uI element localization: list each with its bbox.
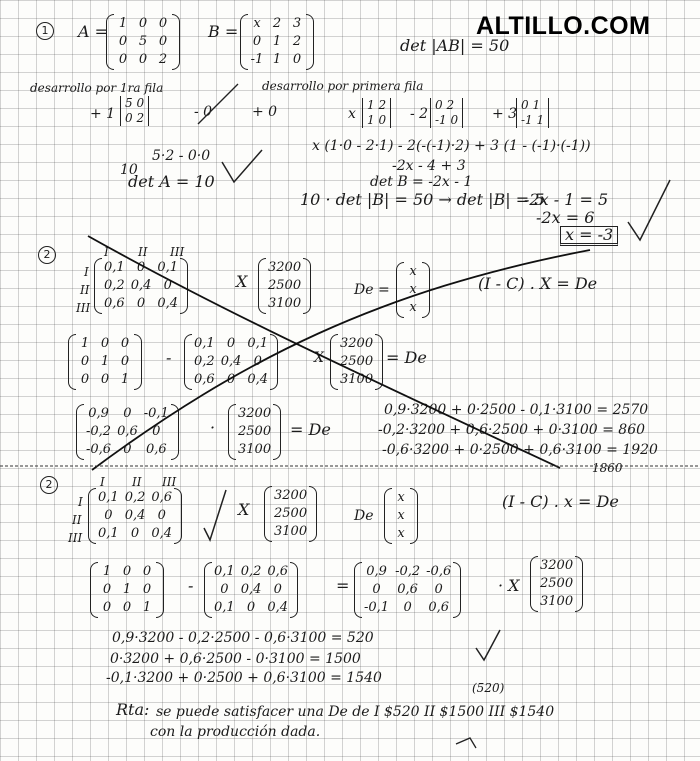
row-header-1b: I xyxy=(78,495,83,509)
matrix-cell: x xyxy=(409,300,417,315)
matrix-cell: 3200 xyxy=(274,488,308,503)
matrix-cell: 0 xyxy=(123,406,132,421)
matrix-cell: 2500 xyxy=(268,278,302,293)
minor-b-plus3: + 3 xyxy=(492,106,518,122)
identity-matrix-b xyxy=(90,562,164,618)
matrix-cell: 0,4 xyxy=(247,372,269,387)
exercise-2a-number: 2 xyxy=(38,246,56,264)
matrix-cell: 0 xyxy=(123,442,132,457)
vector-x-repeat-b xyxy=(530,556,583,612)
matrix-cell: -0,6 xyxy=(426,564,452,579)
matrix-c-repeat-b xyxy=(204,562,298,618)
matrix-cell: 0,6 xyxy=(194,372,215,387)
det-ab-label: det |AB| = 50 xyxy=(400,36,510,55)
matrix-cell: 0 xyxy=(273,582,282,597)
matrix-cell: 0,1 xyxy=(98,490,119,505)
matrix-cell: -0,6 xyxy=(86,442,112,457)
matrix-cell: 0,1 xyxy=(214,564,235,579)
matrix-cell: 0,4 xyxy=(267,600,289,615)
matrix-cell: 0 xyxy=(292,52,302,67)
matrix-cell: 0 xyxy=(100,336,110,351)
minor-b-minus2: - 2 xyxy=(410,106,429,122)
matrix-cell: 0 xyxy=(226,372,236,387)
matrix-cell: 0 xyxy=(372,582,381,597)
matrix-cell: 0,4 xyxy=(124,508,146,523)
matrix-cell: 0,6 xyxy=(104,296,125,311)
equals-symbol-b: = xyxy=(336,576,350,595)
matrix-cell: 0 xyxy=(158,16,168,31)
det-a-calc: 5·2 - 0·0 xyxy=(152,148,211,164)
matrix-cell: 0 xyxy=(80,354,90,369)
matrix-cell: 0,6 xyxy=(397,582,418,597)
equation-step-1: -2x - 1 = 5 xyxy=(524,190,609,209)
matrix-b-label: B = xyxy=(208,22,239,41)
matrix-cell: 0 xyxy=(252,34,262,49)
matrix-cell: 3200 xyxy=(238,406,272,421)
minor-row: 0 2 xyxy=(435,98,455,112)
matrix-cell: 1 xyxy=(120,372,130,387)
de-label: De = xyxy=(354,282,390,298)
identity-matrix xyxy=(68,334,142,390)
matrix-cell: 0 xyxy=(120,336,130,351)
matrix-cell: 2 xyxy=(292,34,302,49)
minor-row: 1 2 xyxy=(367,98,387,112)
matrix-cell: 0,9 xyxy=(366,564,387,579)
col-header-1b: I xyxy=(100,475,105,489)
minor-b1 xyxy=(362,98,391,128)
matrix-cell: 0,4 xyxy=(151,526,173,541)
matrix-a-label: A = xyxy=(78,22,109,41)
vector-de-b xyxy=(384,488,418,544)
row-header-1: I xyxy=(84,265,89,279)
matrix-cell: 0,2 xyxy=(124,490,146,505)
matrix-cell: 3 xyxy=(292,16,302,31)
matrix-cell: -0,2 xyxy=(395,564,421,579)
matrix-cell: 0 xyxy=(136,260,146,275)
matrix-cell: 0 xyxy=(104,508,113,523)
matrix-cell: 0 xyxy=(138,16,148,31)
minor-row: 1 0 xyxy=(367,113,387,127)
matrix-cell: 0 xyxy=(138,52,148,67)
matrix-cell: 3100 xyxy=(340,372,374,387)
answer-text: se puede satisfacer una De de I $520 II $1500 III $1540 xyxy=(156,704,555,720)
matrix-cell: 0,9 xyxy=(88,406,109,421)
matrix-cell: 0 xyxy=(158,34,168,49)
row-header-3: III xyxy=(76,301,91,315)
minus-zero: - 0 xyxy=(194,104,213,120)
minor-b-x: x xyxy=(348,106,356,122)
vector-x-repeat xyxy=(330,334,383,390)
matrix-cell: 0 xyxy=(80,372,90,387)
times-symbol: X xyxy=(236,272,248,291)
calc-row-3-correction: 1860 xyxy=(592,461,623,475)
minor-b2 xyxy=(430,98,463,128)
matrix-cell: 3100 xyxy=(274,524,308,539)
development-note-right: desarrollo por primera fila xyxy=(262,79,424,93)
de-label-b: De xyxy=(354,508,374,524)
minus-symbol: - xyxy=(166,348,172,367)
exercise-2b-number: 2 xyxy=(40,476,58,494)
matrix-cell: -1 xyxy=(250,52,264,67)
cofactor-left: + 1 xyxy=(90,106,116,122)
row-header-2: II xyxy=(80,283,90,297)
matrix-cell: 0,2 xyxy=(104,278,125,293)
matrix-cell: 1 xyxy=(118,16,128,31)
matrix-cell: 3200 xyxy=(340,336,374,351)
matrix-cell: 0 xyxy=(118,34,128,49)
col-header-3: III xyxy=(170,245,185,259)
matrix-cell: 0 xyxy=(102,582,112,597)
det-b-simplified: -2x - 4 + 3 xyxy=(392,158,466,174)
matrix-cell: 0 xyxy=(130,526,140,541)
equals-de-2: = De xyxy=(290,420,331,439)
matrix-cell: 0 xyxy=(434,582,443,597)
matrix-cell: 0,1 xyxy=(98,526,119,541)
row-header-2b: II xyxy=(72,513,82,527)
det-a-calc-result: 10 xyxy=(120,162,138,178)
site-watermark: ALTILLO.COM xyxy=(476,12,651,40)
matrix-cell: 0,2 xyxy=(240,564,262,579)
matrix-cell: 0,1 xyxy=(157,260,179,275)
matrix-cell: 2500 xyxy=(274,506,308,521)
matrix-cell: 0 xyxy=(152,424,161,439)
matrix-cell: 1 xyxy=(142,600,152,615)
minor-b3 xyxy=(516,98,549,128)
col-header-1: I xyxy=(104,245,109,259)
calc-row-1b: 0,9·3200 - 0,2·2500 - 0,6·3100 = 520 xyxy=(112,630,374,646)
matrix-cell: 3200 xyxy=(540,558,574,573)
matrix-cell: 0,4 xyxy=(220,354,242,369)
matrix-cell: 0,4 xyxy=(157,296,179,311)
matrix-cell: x xyxy=(397,526,405,541)
times-symbol-2: X xyxy=(314,350,324,366)
matrix-b xyxy=(240,14,314,70)
matrix-cell: 0 xyxy=(163,278,172,293)
minus-symbol-b: - xyxy=(188,576,194,595)
matrix-cell: 0 xyxy=(102,600,112,615)
matrix-cell: x xyxy=(397,508,405,523)
leontief-formula-b: (I - C) . x = De xyxy=(502,492,619,511)
matrix-cell: 3100 xyxy=(540,594,574,609)
matrix-cell: 0 xyxy=(226,336,236,351)
col-header-3b: III xyxy=(162,475,177,489)
matrix-cell: 1 xyxy=(100,354,110,369)
note-520: (520) xyxy=(472,681,505,695)
final-result-x: x = -3 xyxy=(560,226,618,246)
plus-zero: + 0 xyxy=(252,104,278,120)
det-b-expansion: x (1·0 - 2·1) - 2(-(-1)·2) + 3 (1 - (-1)·(-1)) xyxy=(312,138,591,154)
calc-row-2b: 0·3200 + 0,6·2500 - 0·3100 = 1500 xyxy=(110,651,361,667)
matrix-cell: 0 xyxy=(122,564,132,579)
minor-row: -1 1 xyxy=(521,113,545,127)
times-symbol-b: X xyxy=(238,500,250,519)
leontief-formula: (I - C) . X = De xyxy=(478,274,598,293)
matrix-cell: 0,6 xyxy=(267,564,289,579)
calc-row-3: -0,6·3200 + 0·2500 + 0,6·3100 = 1920 xyxy=(382,442,658,458)
equals-de: = De xyxy=(386,348,427,367)
matrix-cell: 0,2 xyxy=(194,354,215,369)
matrix-cell: 0 xyxy=(403,600,412,615)
matrix-cell: 0 xyxy=(100,372,110,387)
matrix-cell: 0 xyxy=(136,296,146,311)
minor-row: 0 1 xyxy=(521,98,541,112)
matrix-cell: 0,1 xyxy=(214,600,235,615)
minor-a xyxy=(120,96,149,126)
col-header-2: II xyxy=(138,245,148,259)
matrix-cell: 0,6 xyxy=(428,600,450,615)
times-symbol-b2: · X xyxy=(498,576,520,595)
calc-row-3b: -0,1·3200 + 0·2500 + 0,6·3100 = 1540 xyxy=(106,670,382,686)
matrix-cell: x xyxy=(253,16,261,31)
matrix-cell: 1 xyxy=(272,34,282,49)
matrix-cell: -0,1 xyxy=(364,600,390,615)
matrix-a xyxy=(106,14,180,70)
matrix-cell: 1 xyxy=(122,582,132,597)
minor-row: 5 0 xyxy=(125,96,145,110)
matrix-cell: 1 xyxy=(80,336,90,351)
matrix-cell: 0,6 xyxy=(117,424,138,439)
matrix-cell: -0,2 xyxy=(86,424,112,439)
matrix-cell: 2 xyxy=(272,16,282,31)
matrix-cell: 0 xyxy=(220,582,229,597)
matrix-cell: 0 xyxy=(142,564,152,579)
matrix-cell: 3200 xyxy=(268,260,302,275)
equation-step-2: -2x = 6 xyxy=(536,208,595,227)
matrix-cell: x xyxy=(397,490,405,505)
vector-x xyxy=(258,258,311,314)
matrix-cell: 0,1 xyxy=(194,336,215,351)
vector-x-third xyxy=(228,404,281,460)
matrix-cell: 0 xyxy=(120,354,130,369)
dot-symbol: · xyxy=(210,418,216,437)
matrix-cell: 3100 xyxy=(268,296,302,311)
matrix-cell: 1 xyxy=(102,564,112,579)
row-header-3b: III xyxy=(68,531,83,545)
matrix-cell: 0 xyxy=(157,508,166,523)
minor-row: -1 0 xyxy=(435,113,459,127)
matrix-cell: 2500 xyxy=(540,576,574,591)
matrix-cell: 0 xyxy=(118,52,128,67)
matrix-cell: 0 xyxy=(122,600,132,615)
matrix-cell: x xyxy=(409,264,417,279)
matrix-cell: 0 xyxy=(246,600,256,615)
minor-row: 0 2 xyxy=(125,111,145,125)
matrix-cell: -0,1 xyxy=(143,406,169,421)
matrix-cell: x xyxy=(409,282,417,297)
det-a-result: det A = 10 xyxy=(128,172,215,191)
matrix-cell: 1 xyxy=(272,52,282,67)
answer-label: Rta: xyxy=(116,700,150,719)
matrix-c-b xyxy=(88,488,182,544)
matrix-cell: 0,1 xyxy=(247,336,269,351)
calc-row-1: 0,9·3200 + 0·2500 - 0,1·3100 = 2570 xyxy=(384,402,649,418)
matrix-cell: 0,6 xyxy=(151,490,173,505)
vector-x-b xyxy=(264,486,317,542)
matrix-cell: 2500 xyxy=(340,354,374,369)
matrix-cell: 0,4 xyxy=(240,582,262,597)
vector-de xyxy=(396,262,430,318)
matrix-cell: 5 xyxy=(138,34,148,49)
col-header-2b: II xyxy=(132,475,142,489)
matrix-cell: 0 xyxy=(142,582,152,597)
answer-text-line-2: con la producción dada. xyxy=(150,724,321,740)
matrix-cell: 0,1 xyxy=(104,260,125,275)
matrix-i-minus-c xyxy=(76,404,179,460)
matrix-cell: 2500 xyxy=(238,424,272,439)
matrix-cell: 2 xyxy=(158,52,168,67)
matrix-cell: 3100 xyxy=(238,442,272,457)
matrix-c xyxy=(94,258,188,314)
matrix-cell: 0,4 xyxy=(130,278,152,293)
matrix-cell: 0 xyxy=(253,354,262,369)
development-note-left: desarrollo por 1ra fila xyxy=(30,81,164,95)
det-b-result: det B = -2x - 1 xyxy=(370,174,473,190)
det-product-equation: 10 · det |B| = 50 → det |B| = 5 xyxy=(300,190,545,209)
matrix-c-repeat xyxy=(184,334,278,390)
exercise-1-number: 1 xyxy=(36,22,54,40)
calc-row-2: -0,2·3200 + 0,6·2500 + 0·3100 = 860 xyxy=(378,422,646,438)
matrix-cell: 0,6 xyxy=(145,442,167,457)
matrix-i-minus-c-b xyxy=(354,562,461,618)
